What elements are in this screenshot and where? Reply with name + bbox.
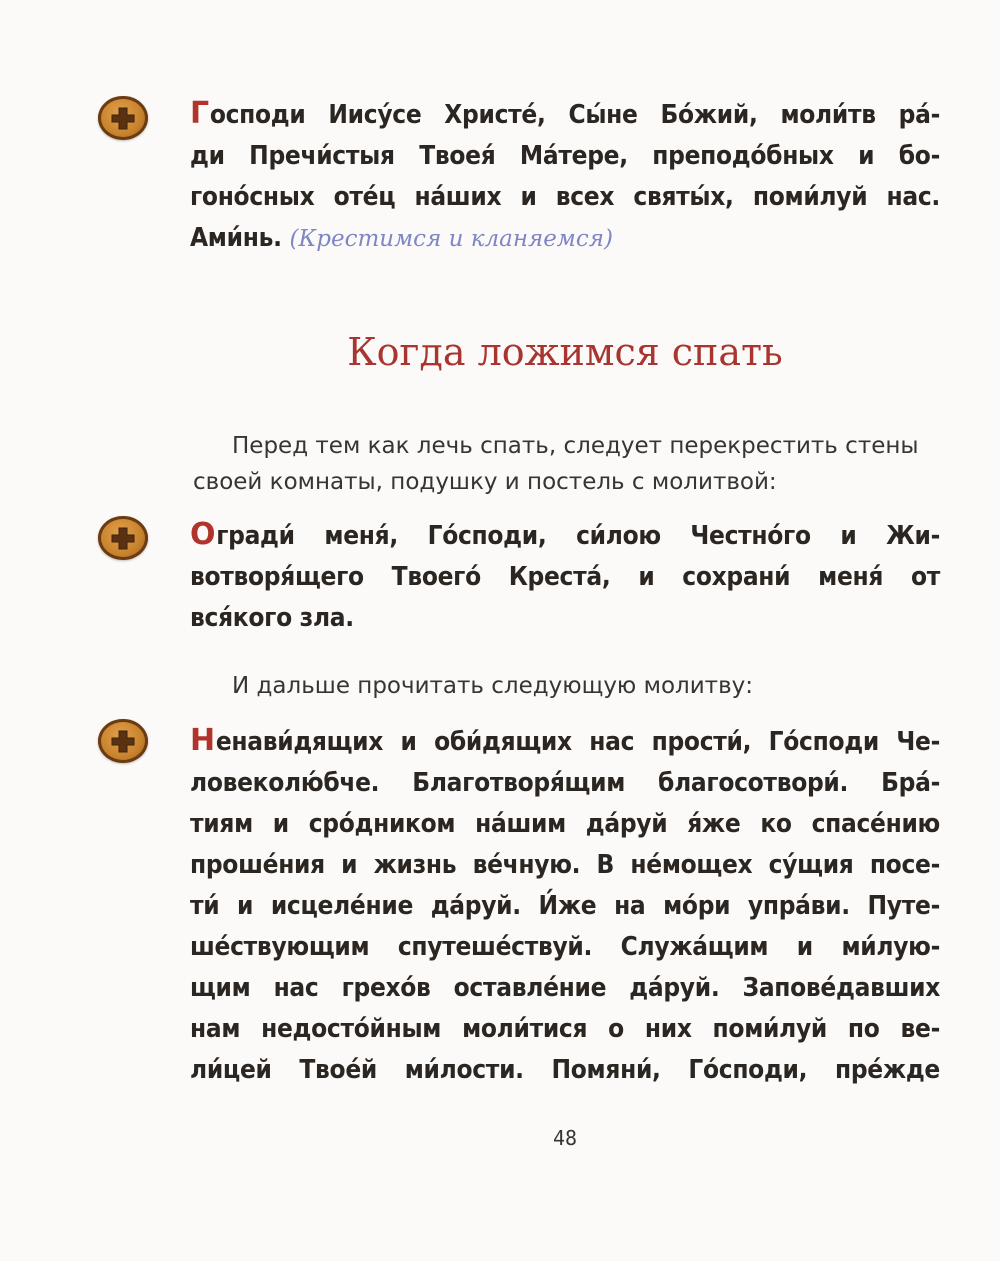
drop-cap: Г	[190, 96, 209, 131]
prayer-line: Ами́нь.	[190, 223, 282, 253]
instruction-paragraph-1	[193, 428, 982, 500]
drop-cap: Н	[190, 723, 215, 758]
prayer-line: ше́ствующим спутеше́ствуй. Служа́щим и ми́лую-	[190, 932, 940, 962]
prayer-line: щим нас грехо́в оставле́ние да́руй. Запове́давших	[190, 973, 940, 1003]
page-number: 48	[552, 1126, 578, 1150]
cross-icon	[98, 516, 148, 560]
prayer-line: нам недосто́йным моли́тися о них поми́луй по ве-	[190, 1014, 940, 1044]
drop-cap: О	[190, 517, 216, 552]
prayer-block-2	[190, 514, 940, 639]
prayer-line: ти́ и исцеле́ние да́руй. И́же на мо́ри упра́ви. Путе-	[190, 891, 940, 921]
paragraph-line: своей комнаты, подушку и постель с молитвой:	[193, 469, 777, 495]
paragraph-line: Перед тем как лечь спать, следует перекрестить стены	[232, 433, 919, 459]
cross-icon	[98, 719, 148, 763]
prayer-line: гради́ меня́, Го́споди, си́лою Честно́го и Жи-	[216, 521, 940, 551]
prayer-line: ди Пречи́стыя Твоея́ Ма́тере, преподо́бных и бо-	[190, 141, 940, 171]
prayer-block-3	[190, 720, 940, 1091]
instruction-note: (Крестимся и кланяемся)	[289, 226, 613, 252]
prayer-line: вся́кого зла.	[190, 603, 354, 633]
prayer-line: ловеколю́бче. Благотворя́щим благосотвори́. Бра́-	[190, 768, 940, 798]
section-heading: Когда ложимся спать	[347, 330, 783, 374]
paragraph-line: И дальше прочитать следующую молитву:	[232, 673, 753, 699]
prayer-block-1	[190, 93, 940, 260]
prayer-line: ли́цей Твое́й ми́лости. Помяни́, Го́споди, пре́жде	[190, 1055, 940, 1085]
instruction-paragraph-2	[232, 668, 982, 704]
prayer-line: осподи Иису́се Христе́, Сы́не Бо́жий, моли́тв ра́-	[209, 100, 940, 130]
cross-icon	[98, 96, 148, 140]
prayer-line: вотворя́щего Твоего́ Креста́, и сохрани́ меня́ от	[190, 562, 940, 592]
prayer-line: гоно́сных оте́ц на́ших и всех святы́х, поми́луй нас.	[190, 182, 940, 212]
prayer-line: проше́ния и жизнь ве́чную. В не́мощех су́щия посе-	[190, 850, 940, 880]
prayer-line: енави́дящих и оби́дящих нас прости́, Го́споди Че-	[215, 727, 940, 757]
prayer-line: тиям и сро́дником на́шим да́руй я́же ко спасе́нию	[190, 809, 940, 839]
